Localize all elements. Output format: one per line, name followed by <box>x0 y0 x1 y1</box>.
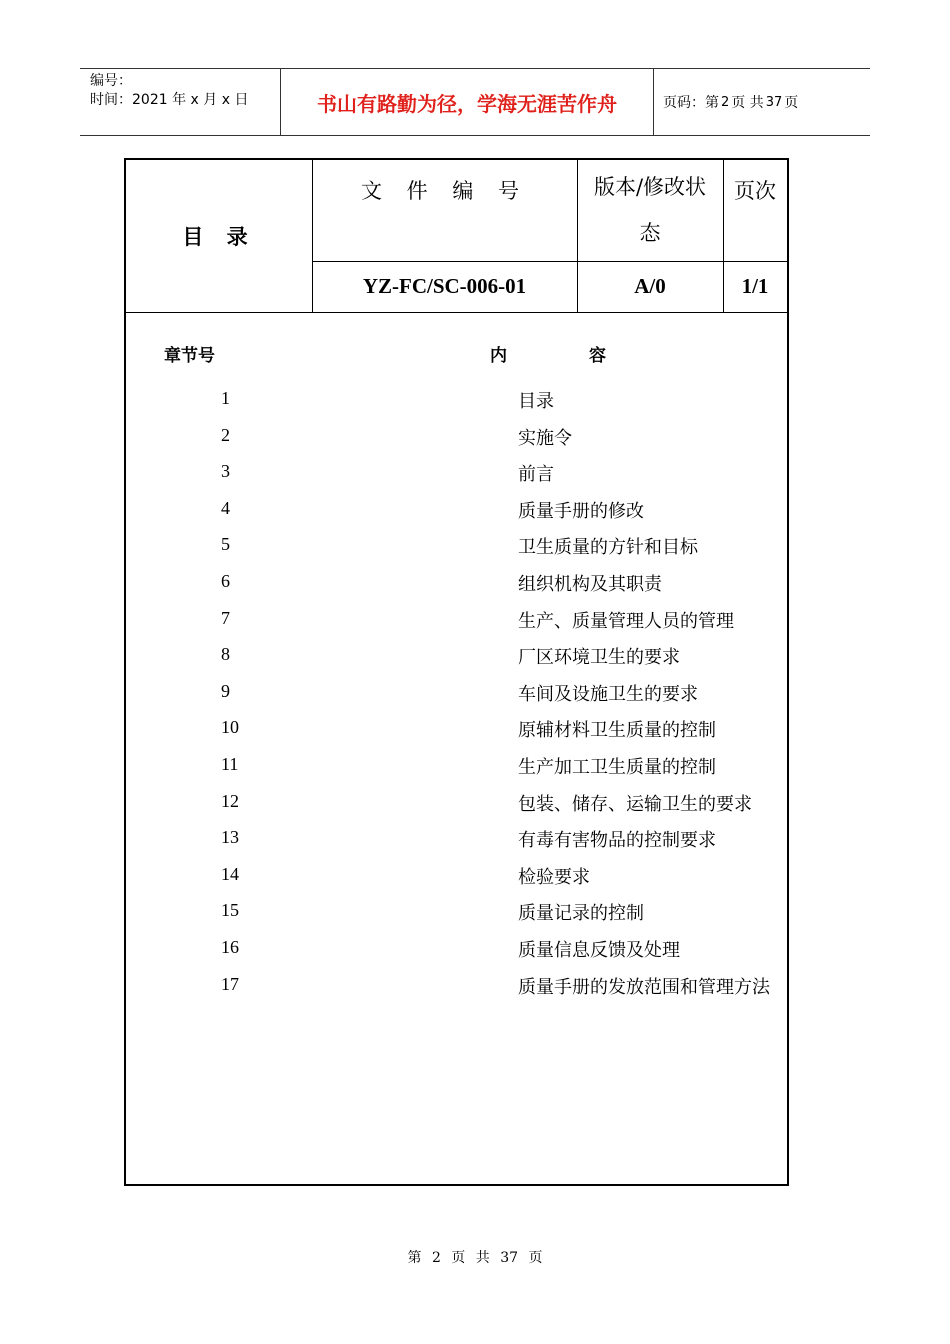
chapter-title: 检验要求 <box>518 866 590 888</box>
doc-number-label: 文 件 编 号 <box>360 179 529 203</box>
date-label: 时间：2021 年 x 月 x 日 <box>90 92 249 108</box>
chapter-title: 实施令 <box>518 427 572 449</box>
document-box <box>124 158 789 1186</box>
chapter-number: 7 <box>221 607 230 628</box>
chapter-column-header: 章节号 <box>164 346 215 366</box>
chapter-number: 6 <box>221 570 230 591</box>
chapter-number: 3 <box>221 461 230 482</box>
chapter-title: 有毒有害物品的控制要求 <box>518 830 716 852</box>
chapter-number: 8 <box>221 644 230 665</box>
list-item <box>126 974 787 1048</box>
chapter-number: 16 <box>221 936 239 957</box>
chapter-title: 质量信息反馈及处理 <box>518 939 680 961</box>
chapter-title: 质量手册的修改 <box>518 500 644 522</box>
page-header <box>80 68 870 136</box>
chapter-number: 2 <box>221 424 230 445</box>
content-header-char-1: 内 <box>490 346 507 366</box>
chapter-title: 包装、储存、运输卫生的要求 <box>518 793 752 815</box>
header-motto: 书山有路勤为径，学海无涯苦作舟 <box>281 69 654 135</box>
number-label: 编号： <box>90 73 132 89</box>
chapter-number: 17 <box>221 973 239 994</box>
content-header-char-2: 容 <box>589 346 606 366</box>
chapter-number: 5 <box>221 534 230 555</box>
chapter-number: 12 <box>221 790 239 811</box>
divider <box>126 312 787 313</box>
chapter-number: 11 <box>221 753 239 774</box>
version-label-line1: 版本/修改状 <box>593 175 707 199</box>
version-value: A/0 <box>634 274 666 298</box>
chapter-number: 1 <box>221 388 230 408</box>
contents-list <box>126 388 787 1048</box>
chapter-title: 厂区环境卫生的要求 <box>518 647 680 669</box>
chapter-number: 15 <box>221 900 239 921</box>
chapter-title: 前言 <box>518 464 554 486</box>
page-prefix: 页码：第 <box>663 95 719 111</box>
page-total: 37 <box>765 94 783 110</box>
page-mid: 页 共 <box>731 95 764 111</box>
page-footer: 第 2 页 共 37 页 <box>407 1250 543 1266</box>
doc-number-value: YZ-FC/SC-006-01 <box>362 274 527 298</box>
chapter-title: 目录 <box>518 391 554 412</box>
header-page-info <box>654 69 870 135</box>
version-label-line2: 态 <box>639 221 661 245</box>
chapter-title: 生产加工卫生质量的控制 <box>518 756 716 778</box>
chapter-number: 14 <box>221 863 239 884</box>
chapter-title: 组织机构及其职责 <box>518 573 662 595</box>
chapter-title: 车间及设施卫生的要求 <box>518 683 698 705</box>
chapter-title: 卫生质量的方针和目标 <box>518 537 698 559</box>
chapter-title: 质量手册的发放范围和管理方法 <box>518 976 770 998</box>
chapter-number: 9 <box>221 680 230 701</box>
page-current: 2 <box>721 94 730 110</box>
version-label <box>577 160 723 261</box>
page-label: 页次 <box>734 179 776 203</box>
page-value: 1/1 <box>741 274 769 298</box>
chapter-title: 生产、质量管理人员的管理 <box>518 610 734 632</box>
chapter-title: 原辅材料卫生质量的控制 <box>518 720 716 742</box>
document-title: 目 录 <box>182 224 256 249</box>
chapter-number: 4 <box>221 497 230 518</box>
header-meta <box>80 69 281 135</box>
content-column-header <box>490 341 606 366</box>
chapter-title: 质量记录的控制 <box>518 903 644 925</box>
chapter-number: 13 <box>221 827 239 848</box>
chapter-number: 10 <box>221 717 239 738</box>
page-suffix: 页 <box>784 95 799 111</box>
